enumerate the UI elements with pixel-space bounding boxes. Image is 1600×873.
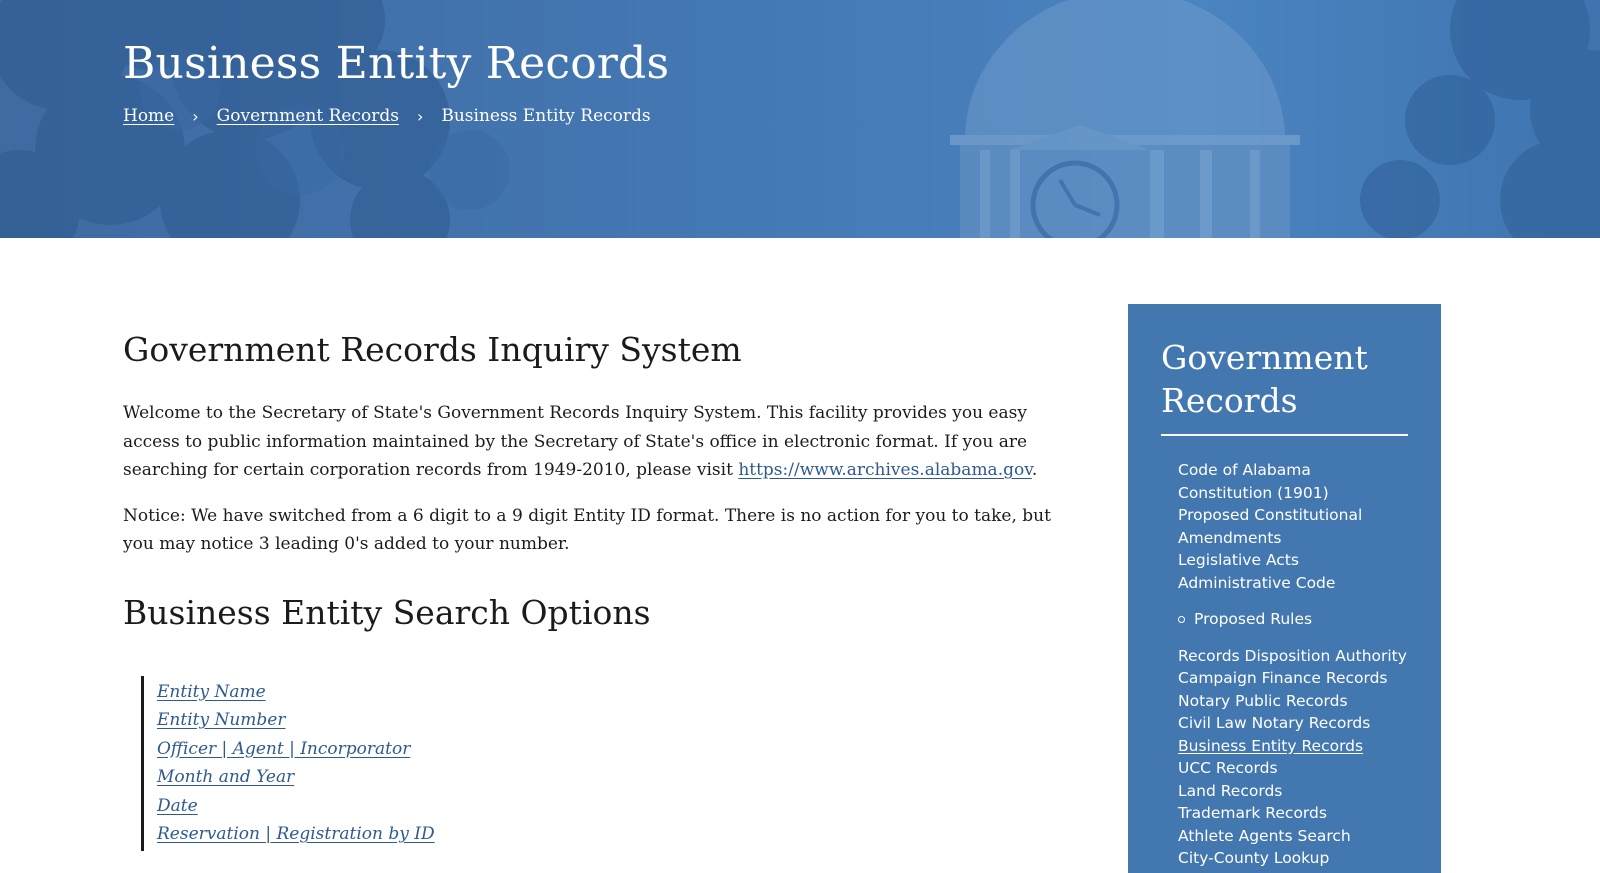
search-date-link[interactable]: Date xyxy=(157,795,198,816)
search-entity-name-link[interactable]: Entity Name xyxy=(157,681,266,702)
breadcrumb-chevron-icon: › xyxy=(416,106,424,126)
intro-paragraph xyxy=(123,399,1073,485)
breadcrumb-government-records-link[interactable]: Government Records xyxy=(216,106,399,126)
notice-paragraph: Notice: We have switched from a 6 digit to a 9 digit Entity ID format. There is no action for you to take, but you may notice 3 leading 0's added to your number. xyxy=(123,505,1051,554)
search-reservation-registration-link[interactable]: Reservation | Registration by ID xyxy=(157,824,435,844)
search-options-heading: Business Entity Search Options xyxy=(123,592,651,632)
intro-text: Welcome to the Secretary of State's Government Records Inquiry System. This facility provides you easy access to public information maintained by the Secretary of State's office in electronic format. If you are searching for certain corporation records from 1949-2010, please visit xyxy=(123,403,1028,480)
sidebar-item-constitution[interactable]: Constitution (1901) xyxy=(1178,483,1329,502)
government-records-sidebar xyxy=(1128,304,1441,873)
inquiry-heading: Government Records Inquiry System xyxy=(123,330,742,369)
sidebar-item-athlete-agents[interactable]: Athlete Agents Search xyxy=(1178,826,1351,845)
sidebar-item-civil-law-notary[interactable]: Civil Law Notary Records xyxy=(1178,714,1371,732)
archives-link[interactable]: https://www.archives.alabama.gov xyxy=(738,460,1032,480)
sidebar-divider xyxy=(1161,434,1408,436)
sidebar-nav-list xyxy=(1178,459,1428,870)
sidebar-item-trademark-records[interactable]: Trademark Records xyxy=(1178,804,1327,822)
breadcrumb xyxy=(123,106,651,126)
sidebar-item-business-entity[interactable]: Business Entity Records xyxy=(1178,736,1364,755)
sidebar-title: Government Records xyxy=(1161,338,1368,420)
circle-bullet-icon xyxy=(1178,616,1185,623)
intro-end: . xyxy=(1031,460,1038,480)
sidebar-item-administrative-code[interactable]: Administrative Code xyxy=(1178,573,1336,592)
main-content xyxy=(123,330,1073,851)
sidebar-item-land-records[interactable]: Land Records xyxy=(1178,781,1283,800)
breadcrumb-chevron-icon: › xyxy=(192,106,199,126)
sidebar-item-proposed-amendments[interactable]: Proposed Constitutional Amendments xyxy=(1178,506,1363,547)
sidebar-item-city-county-lookup[interactable]: City-County Lookup xyxy=(1178,849,1330,867)
sidebar-item-campaign-finance[interactable]: Campaign Finance Records xyxy=(1178,669,1388,687)
sidebar-sublist xyxy=(1178,608,1428,631)
search-entity-number-link[interactable]: Entity Number xyxy=(157,710,286,730)
breadcrumb-home-link[interactable]: Home xyxy=(123,106,175,126)
search-options-list xyxy=(141,676,1073,851)
search-month-and-year-link[interactable]: Month and Year xyxy=(157,767,295,787)
search-officer-agent-incorporator-link[interactable]: Officer | Agent | Incorporator xyxy=(157,738,411,759)
hero-banner xyxy=(0,0,1600,238)
sidebar-item-code-of-alabama[interactable]: Code of Alabama xyxy=(1178,461,1311,479)
sidebar-item-records-disposition[interactable]: Records Disposition Authority xyxy=(1178,646,1407,665)
sidebar-item-ucc-records[interactable]: UCC Records xyxy=(1178,759,1278,777)
sidebar-item-notary-public[interactable]: Notary Public Records xyxy=(1178,691,1348,710)
page-title: Business Entity Records xyxy=(123,38,670,89)
sidebar-item-legislative-acts[interactable]: Legislative Acts xyxy=(1178,551,1299,569)
breadcrumb-current: Business Entity Records xyxy=(441,106,651,126)
sidebar-item-proposed-rules[interactable]: Proposed Rules xyxy=(1194,610,1313,628)
